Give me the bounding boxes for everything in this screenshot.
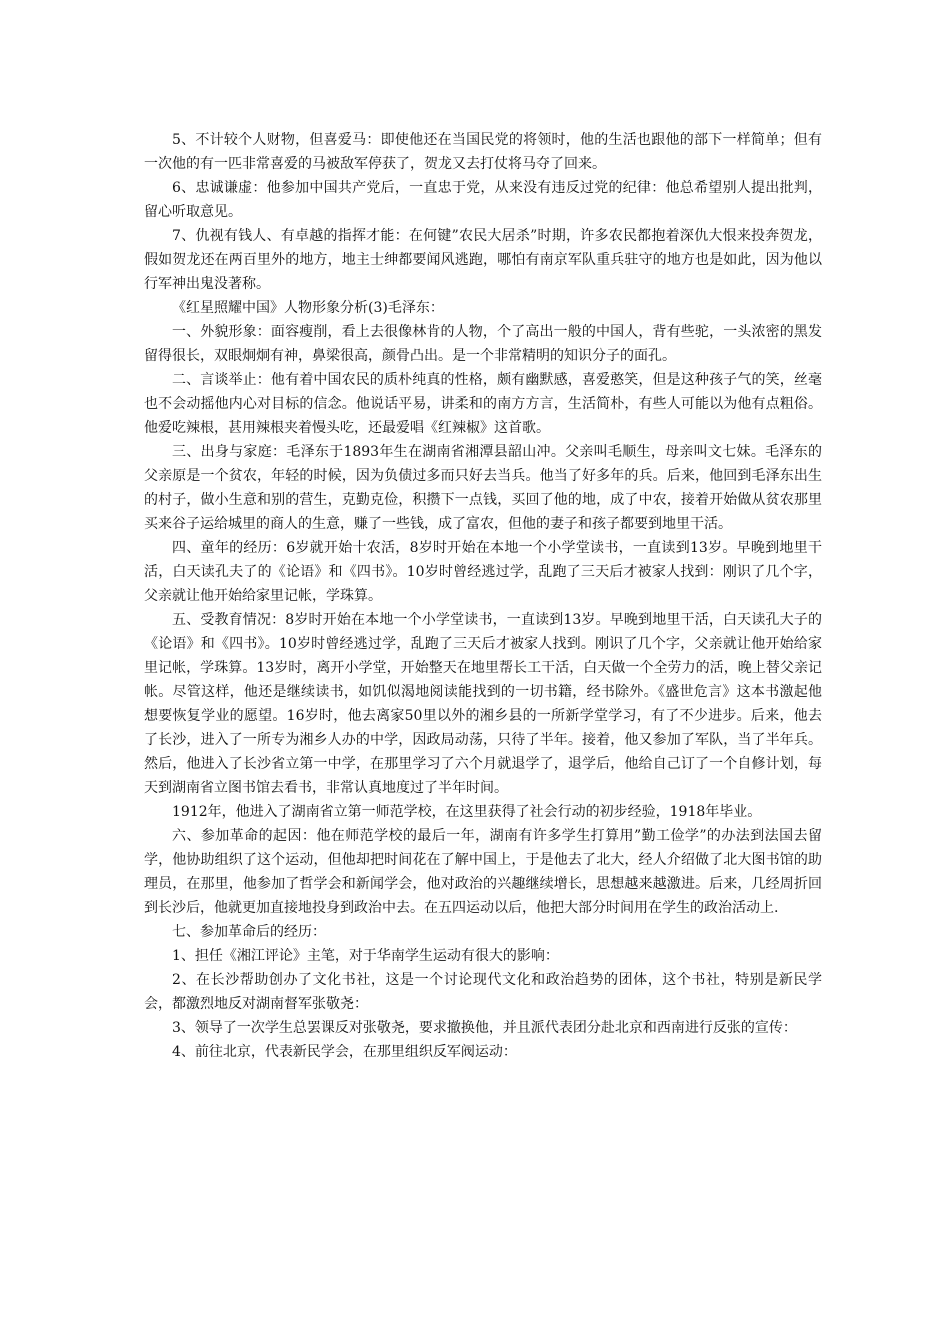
list-item-3: 3、领导了一次学生总罢课反对张敬尧，要求撤换他，并且派代表团分赴北京和西南进行反张的宣传： [172,1020,797,1036]
paragraph-education: 五、受教育情况：8岁时开始在本地一个小学堂读书，一直读到13岁。早晚到地里干活，白天读孔大子的《论语》和《四书》。10岁时曾经逃过学，乱跑了三天后才被家人找到。刚识了几个字，父亲就让他开始给家里记帐，学珠算。13岁时，离开小学堂，开始整天在地里帮长工干活，白天做一个全劳力的活，晚上替父亲记帐。尽管这样，他还是继续读书，如饥似渴地阅读能找到的一切书籍，经书除外。《盛世危言》这本书激起他想要恢复学业的愿望。16岁时，他去离家50里以外的湘乡县的一所新学堂学习，有了不少进步。后来，他去了长沙，进入了一所专为湘乡人办的中学，因政局动荡，只待了半年。接着，他又参加了军队，当了半年兵。然后，他进入了长沙省立第一中学，在那里学习了六个月就退学了，退学后，他给自己订了一个自修计划，每天到湖南省立图书馆去看书，非常认真地度过了半年时间。 [144,612,822,796]
paragraph-manner: 二、言谈举止：他有着中国农民的质朴纯真的性格，颇有幽默感，喜爱憨笑，但是这种孩子气的笑，丝毫也不会动摇他内心对目标的信念。他说话平易，讲柔和的南方方言，生活简朴，有些人可能以为他有点粗俗。他爱吃辣根，甚用辣根夹着慢头吃，还最爱唱《红辣椒》这首歌。 [144,372,822,436]
list-item-2: 2、在长沙帮助创办了文化书社，这是一个讨论现代文化和政治趋势的团体，这个书社，特别是新民学会，都激烈地反对湖南督军张敬尧： [144,972,822,1012]
section-heading: 《红星照耀中国》人物形象分析(3)毛泽东： [172,300,444,316]
paragraph-appearance: 一、外貌形象：面容瘦削，看上去很像林肯的人物，个了高出一般的中国人，背有些驼，一头浓密的黑发留得很长，双眼炯炯有神，鼻梁很高，颜骨凸出。是一个非常精明的知识分子的面孔。 [144,324,822,364]
paragraph-childhood: 四、童年的经历：6岁就开始十农活，8岁时开始在本地一个小学堂读书，一直读到13岁。早晚到地里干活，白天读孔夫了的《论语》和《四书》。10岁时曾经逃过学，乱跑了三天后才被家人找到：刚识了几个字，父亲就让他开始给家里记帐，学珠算。 [144,540,822,604]
paragraph-1: 5、不计较个人财物，但喜爱马：即使他还在当国民党的将领时，他的生活也跟他的部下一样简单；但有一次他的有一匹非常喜爱的马被敌军停获了，贺龙又去打仗将马夺了回来。 [144,132,822,172]
list-item-1: 1、担任《湘江评论》主笔，对于华南学生运动有很大的影响： [172,948,559,964]
paragraph-revolution-experience: 七、参加革命后的经历： [172,924,326,940]
paragraph-1912: 1912年，他进入了湖南省立第一师范学校，在这里获得了社会行动的初步经验，1918年毕业。 [172,804,762,820]
paragraph-revolution-cause: 六、参加革命的起因：他在师范学校的最后一年，湖南有许多学生打算用”勤工俭学”的办法到法国去留学，他协助组织了这个运动，但他却把时间花在了解中国上，于是他去了北大，经人介绍做了北大图书馆的助理员，在那里，他参加了哲学会和新闻学会，他对政治的兴趣继续增长，思想越来越激进。后来，几经周折回到长沙后，他就更加直接地投身到政治中去。在五四运动以后，他把大部分时间用在学生的政治活动上. [144,828,822,916]
document-body [144,128,822,1064]
paragraph-2: 6、忠诚谦虚：他参加中国共产党后，一直忠于党，从来没有违反过党的纪律：他总希望别人提出批判，留心听取意见。 [144,180,822,220]
list-item-4: 4、前往北京，代表新民学会，在那里组织反军阀运动： [172,1044,517,1060]
paragraph-3: 7、仇视有钱人、有卓越的指挥才能：在何键”农民大居杀”时期，许多农民都抱着深仇大恨来投奔贺龙，假如贺龙还在两百里外的地方，地主士绅都要闻风逃跑，哪怕有南京军队重兵驻守的地方也是如此，因为他以行军神出鬼没著称。 [144,228,822,292]
paragraph-family: 三、出身与家庭：毛泽东于1893年生在湖南省湘潭县韶山冲。父亲叫毛顺生，母亲叫文七妹。毛泽东的父亲原是一个贫农，年轻的时候，因为负债过多而只好去当兵。他当了好多年的兵。后来，他回到毛泽东出生的村子，做小生意和别的营生，克勤克俭，积攒下一点钱，买回了他的地，成了中农，接着开始做从贫农那里买来谷子运给城里的商人的生意，赚了一些钱，成了富农，但他的妻子和孩子都要到地里干活。 [144,444,822,532]
